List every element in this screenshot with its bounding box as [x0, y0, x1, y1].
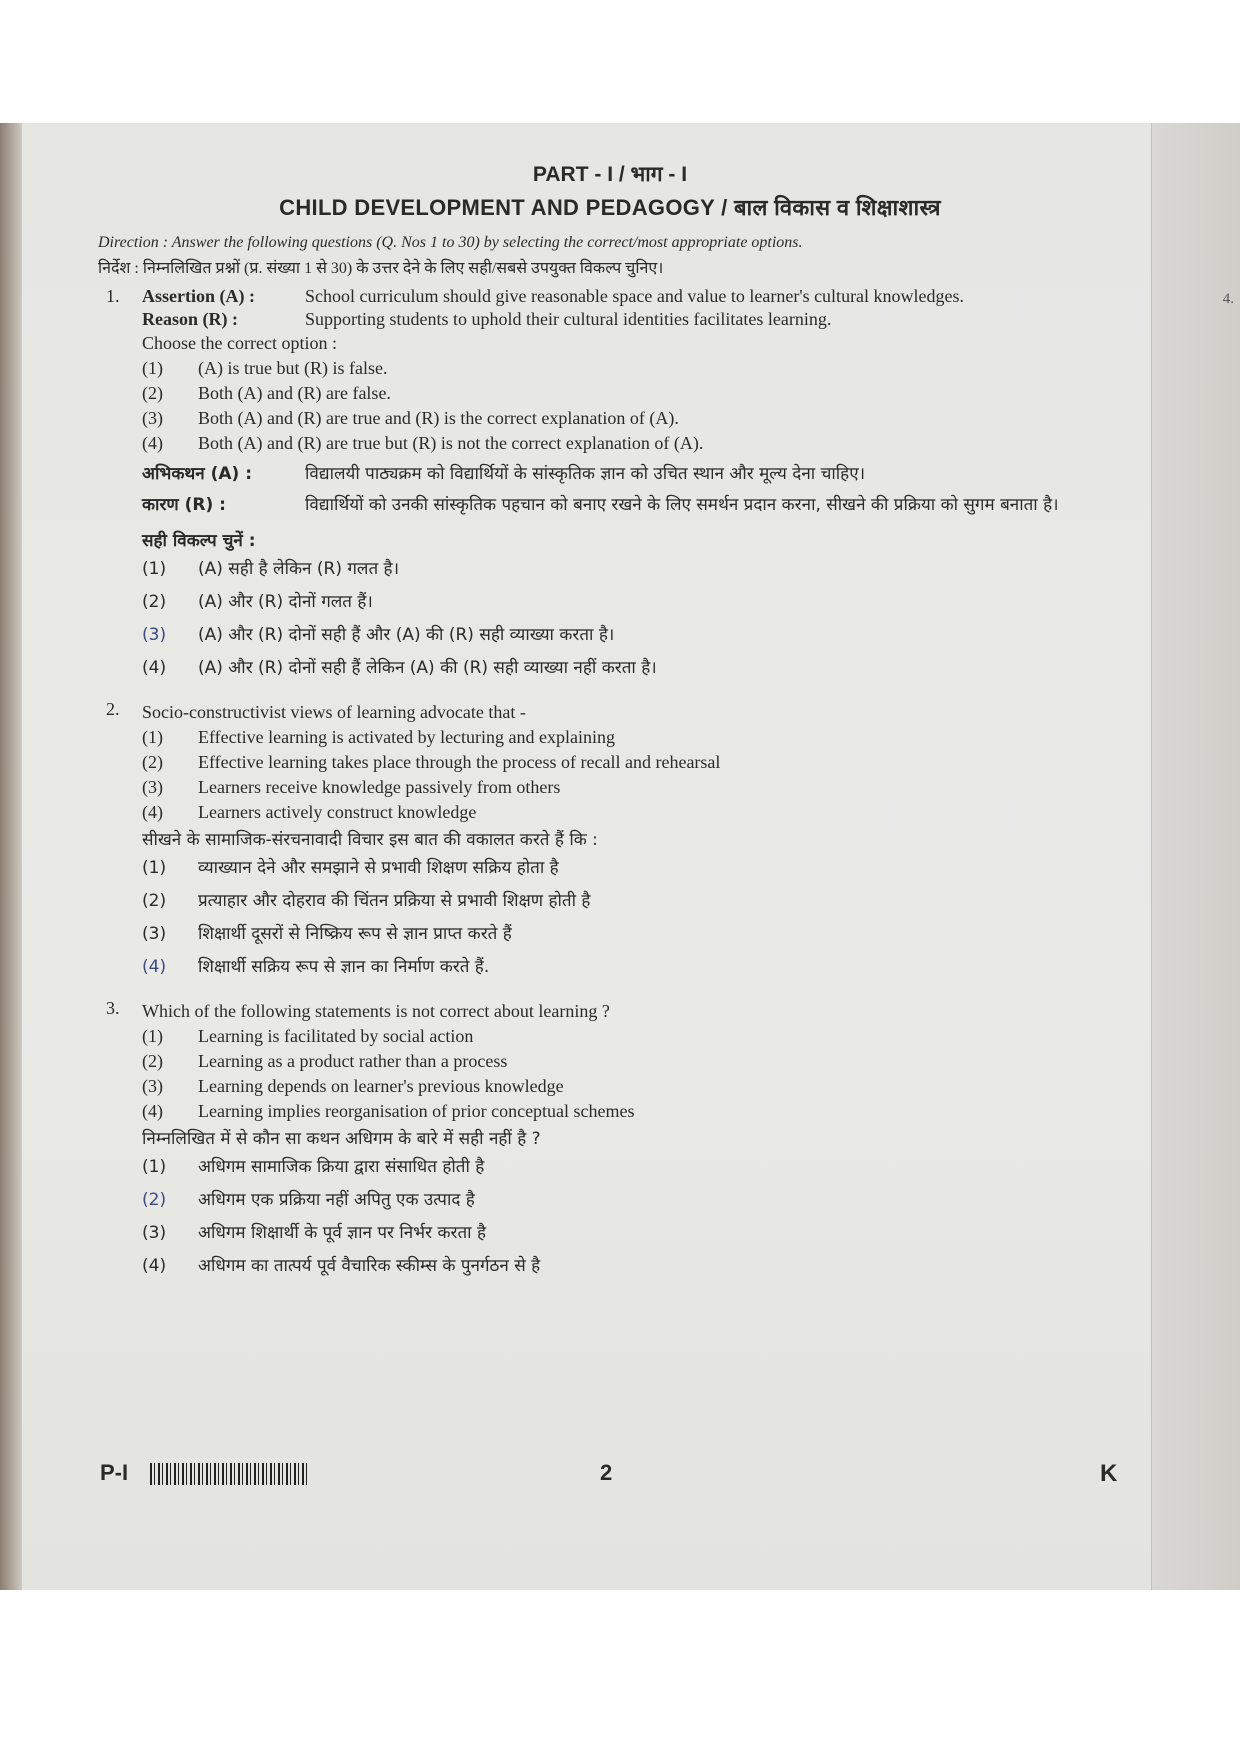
option-number: (1) [142, 1026, 163, 1046]
option-3 [142, 1074, 1140, 1098]
assertion-label-hindi: अभिकथन (A) : [142, 464, 253, 484]
section-title: CHILD DEVELOPMENT AND PEDAGOGY / बाल विकास व शिक्षाशास्त्र [279, 195, 941, 220]
option-number-ticked: (2) [142, 1190, 167, 1210]
page-edge-right [1151, 123, 1240, 1590]
option-text: Learning implies reorganisation of prior conceptual schemes [198, 1101, 635, 1121]
option-3 [142, 406, 1140, 430]
option-text: (A) और (R) दोनों सही हैं लेकिन (A) की (R) सही व्याख्या नहीं करता है। [198, 658, 657, 678]
option-number: (2) [142, 592, 167, 612]
option-number: (2) [142, 752, 163, 772]
choose-instruction-hindi: सही विकल्प चुनें : [142, 531, 256, 551]
reason-text: Supporting students to uphold their cultural identities facilitates learning. [305, 309, 832, 329]
option-4-hindi [142, 1250, 1140, 1282]
question-1 [80, 286, 1140, 685]
option-text: शिक्षार्थी सक्रिय रूप से ज्ञान का निर्माण करते हैं. [198, 957, 490, 977]
question-stem: Which of the following statements is not correct about learning ? [142, 1001, 610, 1021]
option-2 [142, 750, 1140, 774]
reason-label-hindi: कारण (R) : [142, 495, 226, 515]
option-text: प्रत्याहार और दोहराव की चिंतन प्रक्रिया से प्रभावी शिक्षण होती है [198, 891, 591, 911]
question-3 [80, 998, 1140, 1283]
option-text: Both (A) and (R) are false. [198, 383, 391, 403]
assertion-text-hindi: विद्यालयी पाठ्यक्रम को विद्यार्थियों के सांस्कृतिक ज्ञान को उचित स्थान और मूल्य देना चाहिए। [305, 464, 866, 484]
option-2 [142, 1049, 1140, 1073]
option-3 [142, 775, 1140, 799]
option-text: (A) और (R) दोनों गलत हैं। [198, 592, 373, 612]
question-number: 1. [106, 286, 120, 306]
question-stem: Socio-constructivist views of learning advocate that - [142, 702, 526, 722]
option-number: (4) [142, 658, 167, 678]
option-number: (4) [142, 433, 163, 453]
option-text: (A) is true but (R) is false. [198, 358, 388, 378]
set-code: K [1100, 1460, 1118, 1487]
option-number-ticked: (4) [142, 957, 167, 977]
option-1 [142, 1024, 1140, 1048]
option-1-hindi [142, 852, 1140, 884]
option-3-hindi [142, 918, 1140, 950]
option-number: (1) [142, 1157, 167, 1177]
barcode-icon [150, 1463, 310, 1485]
next-page-number: 4. [1222, 291, 1234, 307]
question-number: 3. [106, 998, 120, 1018]
assertion-label: Assertion (A) : [142, 286, 255, 306]
option-text: व्याख्यान देने और समझाने से प्रभावी शिक्षण सक्रिय होता है [198, 858, 559, 878]
option-text: अधिगम का तात्पर्य पूर्व वैचारिक स्कीम्स के पुनर्गठन से है [198, 1256, 541, 1276]
option-1 [142, 356, 1140, 380]
exam-page [80, 160, 1140, 1287]
part-heading: PART - I / भाग - I [532, 163, 688, 186]
option-4 [142, 431, 1140, 455]
reason-text-hindi: विद्यार्थियों को उनकी सांस्कृतिक पहचान को बनाए रखने के लिए समर्थन प्रदान करना, सीखने की प्रक्रिया को सुगम बनाता है। [305, 495, 1059, 515]
option-3-hindi [142, 1217, 1140, 1249]
option-text: Learning depends on learner's previous knowledge [198, 1076, 564, 1096]
option-4-hindi [142, 951, 1140, 983]
option-2-hindi [142, 885, 1140, 917]
option-text: Learning is facilitated by social action [198, 1026, 474, 1046]
option-number: (2) [142, 891, 167, 911]
option-number: (3) [142, 1076, 163, 1096]
direction-english: Direction : Answer the following questions (Q. Nos 1 to 30) by selecting the correct/most appropriate options. [98, 234, 803, 251]
option-text: Learning as a product rather than a process [198, 1051, 508, 1071]
choose-instruction: Choose the correct option : [142, 333, 337, 353]
option-1-hindi [142, 1151, 1140, 1183]
option-number: (4) [142, 1101, 163, 1121]
option-text: Effective learning takes place through the process of recall and rehearsal [198, 752, 721, 772]
option-text: Learners receive knowledge passively from others [198, 777, 561, 797]
option-text: Both (A) and (R) are true but (R) is not the correct explanation of (A). [198, 433, 704, 453]
option-1 [142, 725, 1140, 749]
option-text: अधिगम सामाजिक क्रिया द्वारा संसाधित होती है [198, 1157, 485, 1177]
option-4 [142, 800, 1140, 824]
option-text: Both (A) and (R) are true and (R) is the correct explanation of (A). [198, 408, 679, 428]
option-1-hindi [142, 553, 1140, 585]
option-number: (1) [142, 358, 163, 378]
option-number: (3) [142, 1223, 167, 1243]
option-text: अधिगम एक प्रक्रिया नहीं अपितु एक उत्पाद है [198, 1190, 475, 1210]
option-number: (3) [142, 408, 163, 428]
page-edge-left [0, 123, 22, 1590]
option-number: (4) [142, 802, 163, 822]
option-number: (3) [142, 924, 167, 944]
option-number: (1) [142, 858, 167, 878]
option-number: (1) [142, 727, 163, 747]
option-3-hindi [142, 619, 1140, 651]
option-2-hindi [142, 1184, 1140, 1216]
option-number-ticked: (3) [142, 625, 167, 645]
page-number: 2 [600, 1460, 613, 1485]
question-number: 2. [106, 699, 120, 719]
question-stem-hindi: सीखने के सामाजिक-संरचनावादी विचार इस बात की वकालत करते हैं कि : [142, 830, 598, 850]
option-text: Learners actively construct knowledge [198, 802, 477, 822]
reason-label: Reason (R) : [142, 309, 238, 329]
question-2 [80, 699, 1140, 984]
assertion-text: School curriculum should give reasonable space and value to learner's cultural knowledges. [305, 286, 965, 306]
paper-code: P-I [100, 1460, 129, 1485]
option-4-hindi [142, 652, 1140, 684]
option-2-hindi [142, 586, 1140, 618]
option-text: (A) सही है लेकिन (R) गलत है। [198, 559, 400, 579]
option-text: Effective learning is activated by lecturing and explaining [198, 727, 616, 747]
option-2 [142, 381, 1140, 405]
option-number: (3) [142, 777, 163, 797]
option-text: अधिगम शिक्षार्थी के पूर्व ज्ञान पर निर्भर करता है [198, 1223, 487, 1243]
direction-hindi: निर्देश : निम्नलिखित प्रश्नों (प्र. संख्या 1 से 30) के उत्तर देने के लिए सही/सबसे उपयुक्त विकल्प चुनिए। [98, 260, 664, 277]
option-number: (4) [142, 1256, 167, 1276]
option-number: (1) [142, 559, 167, 579]
option-text: (A) और (R) दोनों सही हैं और (A) की (R) सही व्याख्या करता है। [198, 625, 615, 645]
option-text: शिक्षार्थी दूसरों से निष्क्रिय रूप से ज्ञान प्राप्त करते हैं [198, 924, 512, 944]
option-number: (2) [142, 383, 163, 403]
option-4 [142, 1099, 1140, 1123]
question-stem-hindi: निम्नलिखित में से कौन सा कथन अधिगम के बारे में सही नहीं है ? [142, 1129, 541, 1149]
option-number: (2) [142, 1051, 163, 1071]
